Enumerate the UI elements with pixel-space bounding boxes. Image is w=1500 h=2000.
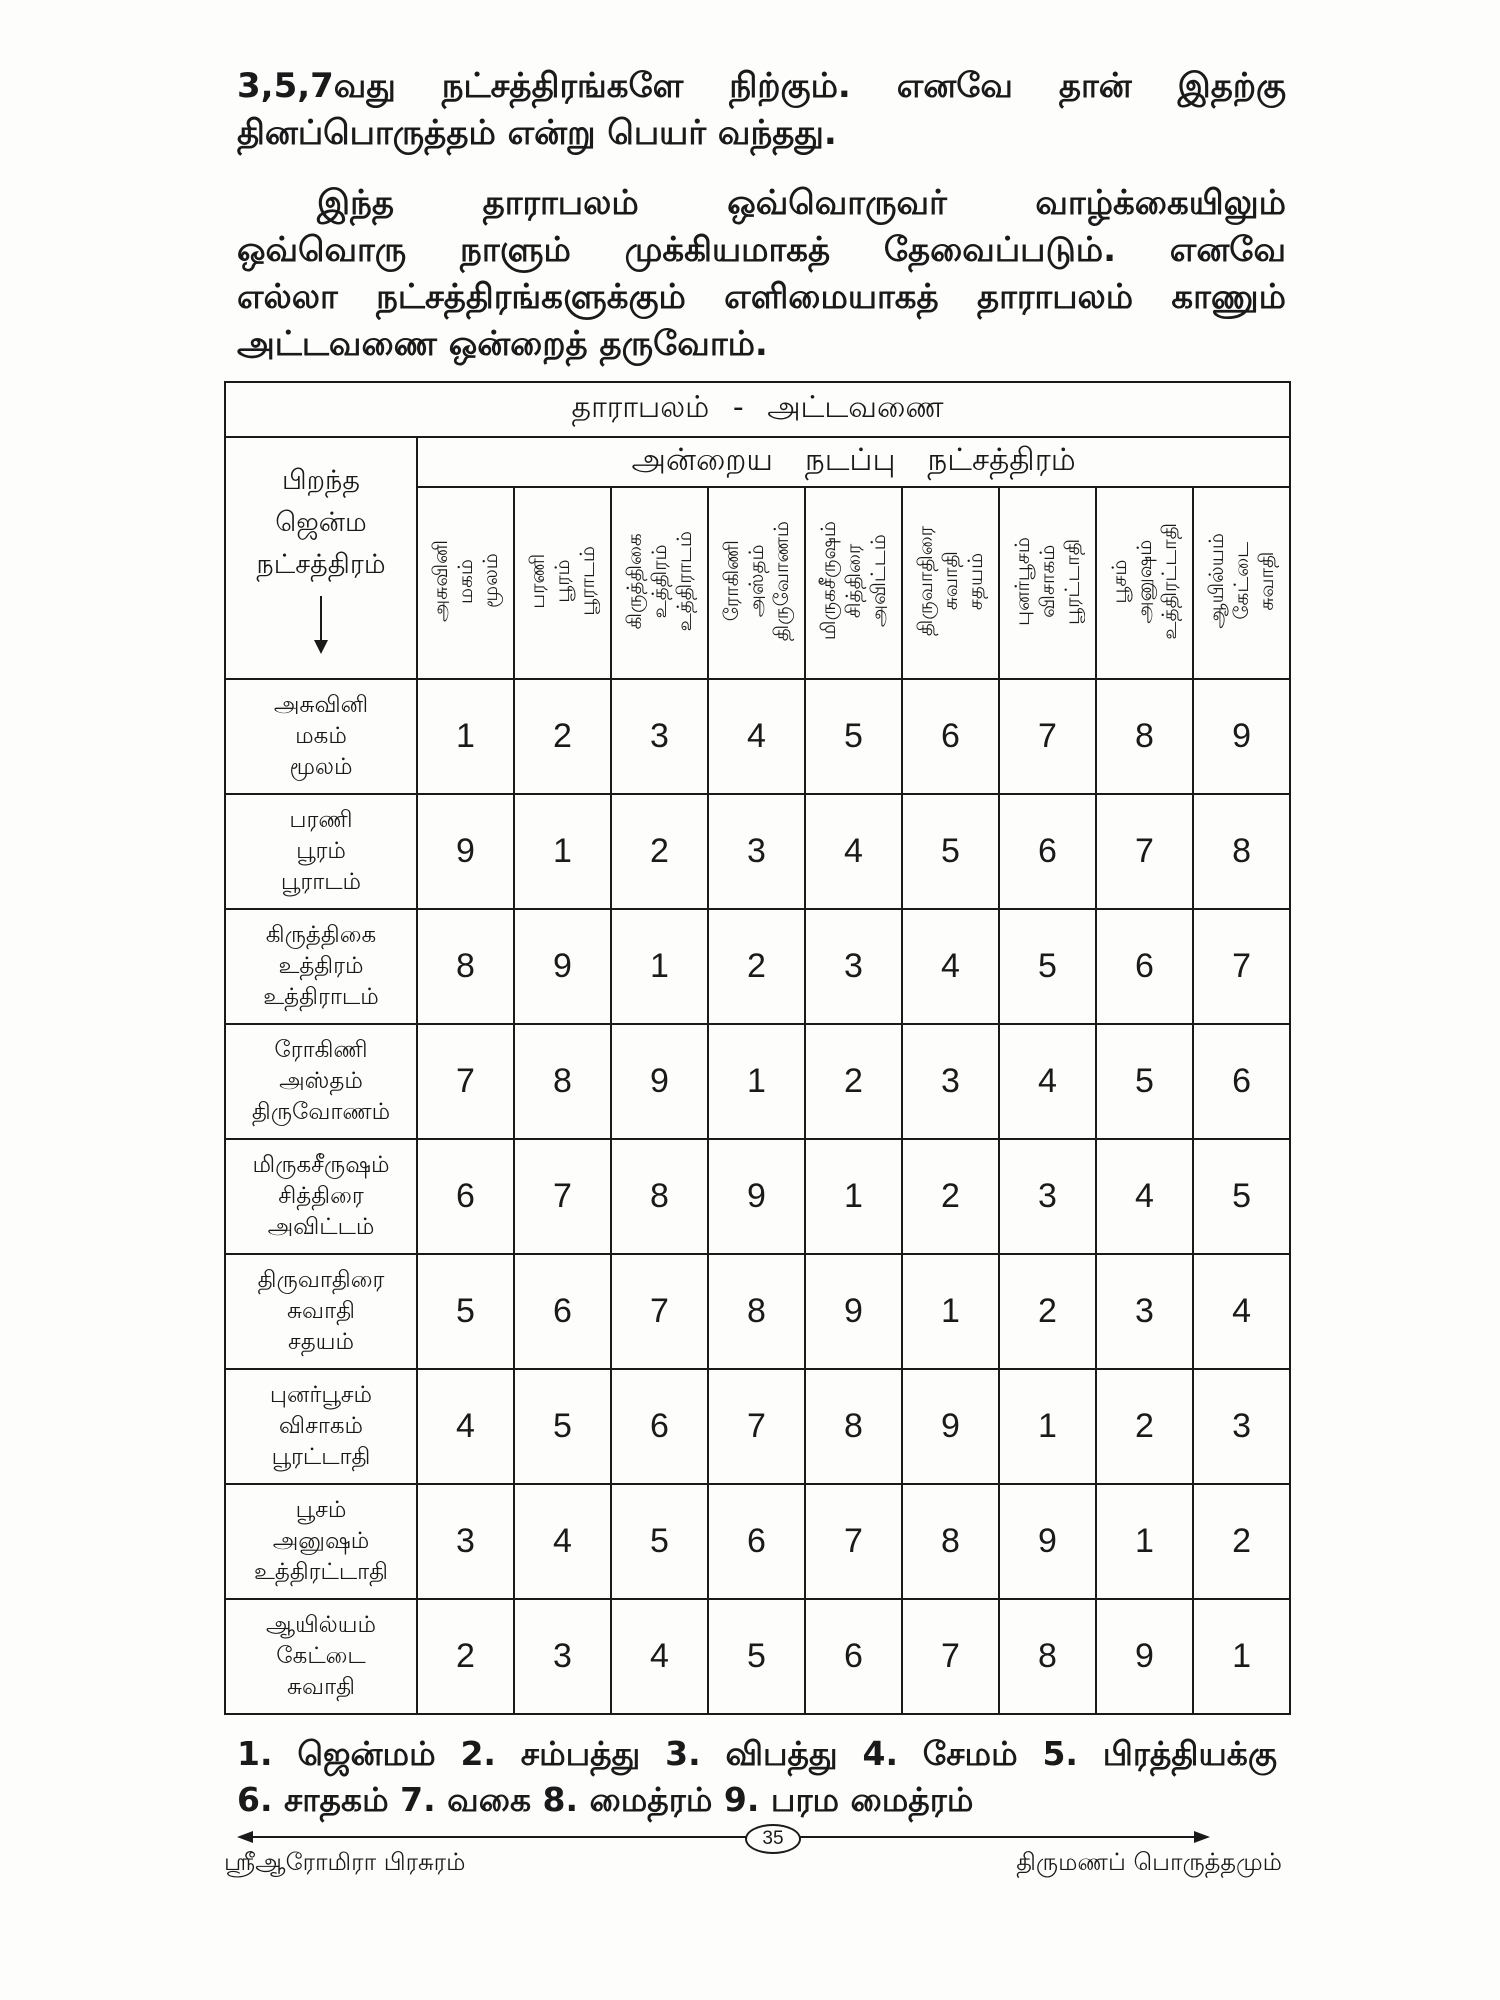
column-header-line: திருவாதிரை [913,525,937,637]
row-header-line: சுவாதி [287,1298,355,1324]
row-header-line: மகம் [295,723,347,749]
row-header-line: விசாகம் [278,1413,364,1439]
paragraph-2 [237,180,1286,368]
table-cell: 8 [708,1254,805,1369]
row-header-line: அனுஷம் [272,1528,370,1554]
column-header-line: பூராடம் [575,546,599,616]
row-header [225,1484,417,1599]
column-header-text [816,521,891,640]
table-cell: 7 [1193,909,1290,1024]
table-row [225,909,1290,1024]
table-cell: 3 [611,679,708,794]
table-cell: 6 [1096,909,1193,1024]
table-cell: 2 [417,1599,514,1714]
table-cell: 2 [999,1254,1096,1369]
row-header-line: உத்திரட்டாதி [253,1559,389,1585]
table-cell: 3 [1193,1369,1290,1484]
row-header-line: மிருகசீருஷம் [252,1152,390,1178]
text-line: இந்த தாராபலம் ஒவ்வொருவர் வாழ்க்கையிலும் [317,183,1286,223]
column-header-line: விசாகம் [1035,544,1059,618]
table-cell: 6 [611,1369,708,1484]
table-cell: 5 [514,1369,611,1484]
column-header-text [525,546,600,616]
column-header-line: மிருகசீருஷம் [816,521,840,641]
legend-line: 6. சாதகம் 7. வகை 8. மைத்ரம் 9. பரம மைத்ரம் [237,1780,974,1819]
table-cell: 1 [611,909,708,1024]
table-row [225,1369,1290,1484]
row-header [225,1369,417,1484]
column-header-line: ஆயில்யம் [1204,533,1229,629]
text-line: 3,5,7வது நட்சத்திரங்களே நிற்கும். எனவே தான் இதற்கு [237,66,1286,106]
birth-star-header-line: நட்சத்திரம் [256,549,386,580]
row-header [225,1254,417,1369]
table-cell: 5 [805,679,902,794]
column-header-line: மகம் [453,558,477,604]
current-star-header: அன்றைய நடப்பு நட்சத்திரம் [417,437,1290,487]
row-header-line: அவிட்டம் [267,1214,375,1240]
row-header-line: பூசம் [295,1497,347,1523]
table-cell: 5 [999,909,1096,1024]
row-header-line: பூரட்டாதி [271,1444,371,1470]
table-cell: 4 [611,1599,708,1714]
table-cell: 2 [805,1024,902,1139]
column-header-line: பரணி [525,553,549,609]
table-cell: 1 [708,1024,805,1139]
table-cell: 2 [708,909,805,1024]
table-cell: 9 [417,794,514,909]
table-cell: 3 [514,1599,611,1714]
table-cell: 6 [999,794,1096,909]
table-cell: 3 [708,794,805,909]
table-cell: 6 [514,1254,611,1369]
column-header-line: சித்திரை [841,543,865,619]
row-header-line: திருவோணம் [251,1099,391,1125]
row-header [225,1599,417,1714]
column-header-text [1107,523,1182,640]
text-line: எல்லா நட்சத்திரங்களுக்கும் எளிமையாகத் தாராபலம் காணும் [237,277,1286,317]
column-header-line: உத்திரம் [647,544,671,618]
table-cell: 7 [902,1599,999,1714]
table-cell: 7 [611,1254,708,1369]
text-line: ஒவ்வொரு நாளும் முக்கியமாகத் தேவைப்படும். எனவே [237,230,1286,270]
row-header-line: அசுவினி [273,692,369,718]
row-header-line: புனர்பூசம் [269,1382,373,1408]
table-cell: 9 [1193,679,1290,794]
column-header-text [719,521,794,641]
column-header-line: உத்திரட்டாதி [1157,522,1181,640]
table-cell: 7 [1096,794,1193,909]
table-cell: 2 [1193,1484,1290,1599]
column-header-text [913,526,988,636]
column-header-line: அஸ்தம் [744,544,768,618]
row-header-line: திருவாதிரை [257,1267,385,1293]
table-cell: 2 [514,679,611,794]
table-cell: 1 [514,794,611,909]
row-header [225,679,417,794]
table-cell: 5 [417,1254,514,1369]
table-cell: 8 [1193,794,1290,909]
table-cell: 3 [417,1484,514,1599]
row-header-line: உத்திராடம் [263,984,379,1010]
table-row [225,1484,1290,1599]
row-header-line: பூரம் [296,838,346,864]
table-title-row [225,382,1290,437]
column-header-text [622,531,697,631]
publisher-name: ஸ்ரீஆரோமிரா பிரசுரம் [224,1848,466,1876]
table-cell: 4 [805,794,902,909]
column-header-line: சுவாதி [938,551,962,611]
table-cell: 1 [902,1254,999,1369]
column-header-line: மூலம் [478,553,502,609]
column-header [902,487,999,679]
table-cell: 9 [708,1139,805,1254]
column-header-line: அசுவினி [428,540,452,622]
row-header [225,794,417,909]
table-cell: 4 [417,1369,514,1484]
row-header [225,909,417,1024]
column-header-line: சுவாதி [1254,551,1279,611]
row-header-line: அஸ்தம் [279,1068,363,1094]
table-cell: 3 [902,1024,999,1139]
row-header [225,1139,417,1254]
table-cell: 2 [902,1139,999,1254]
column-header-text [1204,533,1279,629]
table-cell: 7 [514,1139,611,1254]
row-header-line: மூலம் [289,754,353,780]
table-cell: 8 [611,1139,708,1254]
column-header-line: கிருத்திகை [622,532,646,630]
column-header-line: பூரட்டாதி [1060,538,1084,624]
table-cell: 4 [902,909,999,1024]
page-number: 35 [745,1824,801,1854]
table-cell: 8 [999,1599,1096,1714]
row-header-line: பூராடம் [280,869,362,895]
table-title: தாராபலம் - அட்டவணை [225,382,1290,437]
column-header-line: அவிட்டம் [866,534,890,628]
table-cell: 3 [1096,1254,1193,1369]
column-header [1096,487,1193,679]
table-cell: 7 [805,1484,902,1599]
row-header-line: பரணி [289,807,353,833]
row-header-line: கேட்டை [276,1643,366,1669]
table-row [225,794,1290,909]
table-cell: 6 [1193,1024,1290,1139]
row-header-line: கிருத்திகை [265,922,377,948]
table-cell: 5 [1193,1139,1290,1254]
table-cell: 9 [514,909,611,1024]
table-cell: 9 [999,1484,1096,1599]
column-header-text [428,540,503,622]
table-cell: 4 [514,1484,611,1599]
legend [237,1731,1277,1823]
column-header [514,487,611,679]
table-cell: 1 [805,1139,902,1254]
tarabalam-table [224,381,1291,1715]
table-cell: 6 [805,1599,902,1714]
column-header [999,487,1096,679]
table-cell: 6 [902,679,999,794]
row-header-line: ஆயில்யம் [265,1612,376,1638]
table-group-row [225,437,1290,487]
column-header [708,487,805,679]
table-cell: 4 [1096,1139,1193,1254]
table-cell: 7 [417,1024,514,1139]
row-header-line: சித்திரை [278,1183,364,1209]
row-header-line: சுவாதி [287,1674,355,1700]
table-cell: 7 [708,1369,805,1484]
column-header-text [1010,537,1085,626]
table-row [225,679,1290,794]
column-header-line: பூசம் [1107,558,1131,604]
row-header [225,1024,417,1139]
table-cell: 1 [1193,1599,1290,1714]
column-header-line: திருவோணம் [769,520,793,642]
table-cell: 6 [417,1139,514,1254]
table-cell: 8 [514,1024,611,1139]
row-header-line: சதயம் [288,1329,354,1355]
column-header [611,487,708,679]
table-row [225,1024,1290,1139]
column-header-line: அனுஷம் [1132,539,1156,623]
table-cell: 5 [708,1599,805,1714]
table-cell: 1 [999,1369,1096,1484]
column-header [417,487,514,679]
table-cell: 3 [999,1139,1096,1254]
down-arrow-icon [311,596,331,654]
table-row [225,1254,1290,1369]
table-cell: 1 [1096,1484,1193,1599]
table-cell: 9 [805,1254,902,1369]
table-row [225,1599,1290,1714]
paragraph-1 [237,63,1286,157]
birth-star-header [225,437,417,679]
row-header-line: ரோகிணி [274,1037,368,1063]
birth-star-header-line: பிறந்த [282,465,360,496]
table-cell: 5 [611,1484,708,1599]
row-header-line: உத்திரம் [278,953,364,979]
table-cell: 8 [902,1484,999,1599]
table-cell: 8 [1096,679,1193,794]
table-cell: 9 [611,1024,708,1139]
table-cell: 3 [805,909,902,1024]
left-arrow-icon [237,1831,253,1843]
column-header-line: உத்திராடம் [672,530,696,632]
table-cell: 8 [805,1369,902,1484]
table-cell: 4 [1193,1254,1290,1369]
table-cell: 9 [1096,1599,1193,1714]
table-cell: 1 [417,679,514,794]
column-header-line: கேட்டை [1229,542,1254,620]
table-cell: 9 [902,1369,999,1484]
column-header-line: சதயம் [963,552,987,610]
column-header [805,487,902,679]
table-cell: 8 [417,909,514,1024]
text-line: தினப்பொருத்தம் என்று பெயர் வந்தது. [237,113,837,153]
column-header-line: ரோகிணி [719,540,743,622]
table-cell: 6 [708,1484,805,1599]
table-body [225,679,1290,1714]
legend-line: 1. ஜென்மம் 2. சம்பத்து 3. விபத்து 4. சேமம் 5. பிரத்தியக்கு [237,1734,1277,1773]
table-cell: 5 [902,794,999,909]
table-cell: 7 [999,679,1096,794]
table-row [225,1139,1290,1254]
column-header [1193,487,1290,679]
birth-star-header-line: ஜென்ம [275,507,367,538]
table-cell: 4 [999,1024,1096,1139]
table-cell: 4 [708,679,805,794]
column-header-line: புனர்பூசம் [1010,536,1034,626]
right-arrow-icon [1194,1831,1210,1843]
text-line: அட்டவணை ஒன்றைத் தருவோம். [237,324,768,364]
column-header-line: பூரம் [550,559,574,603]
table-cell: 5 [1096,1024,1193,1139]
table-cell: 2 [1096,1369,1193,1484]
book-title: திருமணப் பொருத்தமும் [1016,1848,1282,1876]
table-cell: 2 [611,794,708,909]
